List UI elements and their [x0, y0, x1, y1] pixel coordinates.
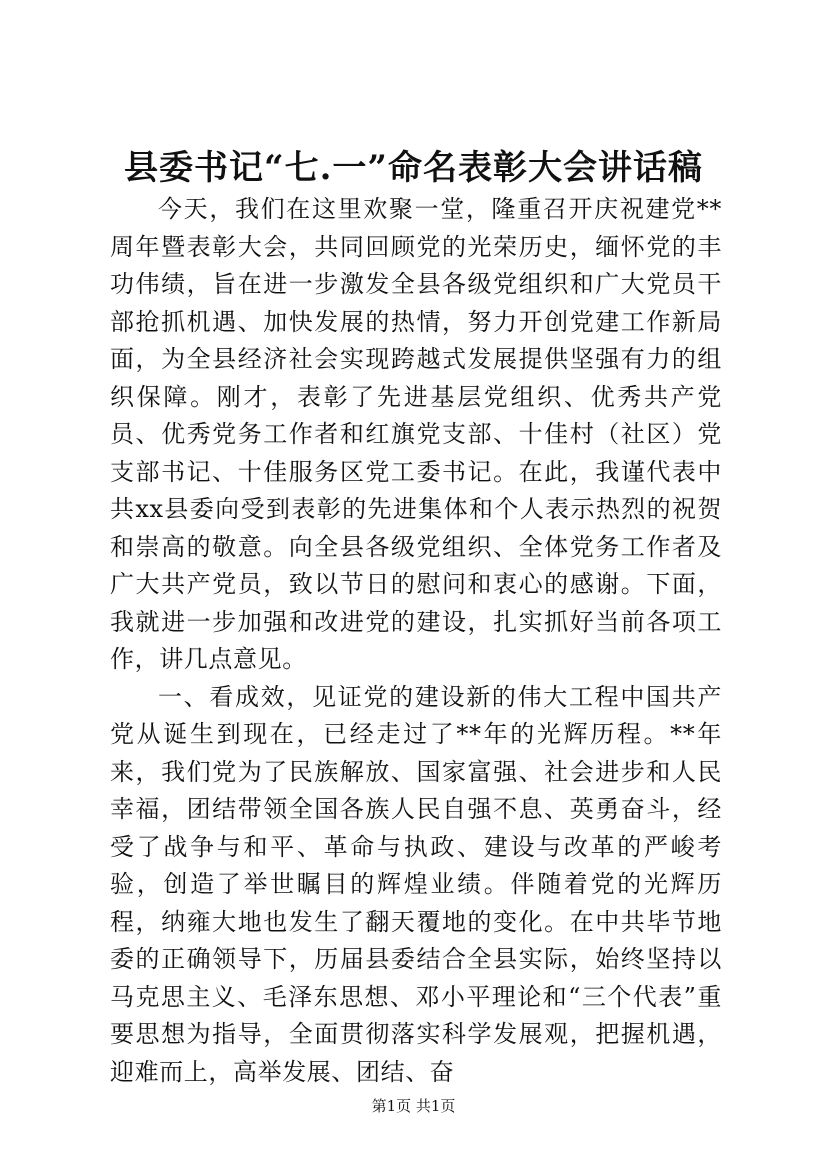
- document-body: [110, 191, 722, 1091]
- page-footer: 第1页 共1页: [371, 1097, 456, 1115]
- document-title: 县委书记“七.一”命名表彰大会讲话稿: [124, 148, 703, 188]
- paragraph-section-one: 一、看成效，见证党的建设新的伟大工程中国共产党从诞生到现在，已经走过了**年的光辉历程。**年来，我们党为了民族解放、国家富强、社会进步和人民幸福，团结带领全国各族人民自强不息、英勇奋斗，经受了战争与和平、革命与执政、建设与改革的严峻考验，创造了举世瞩目的辉煌业绩。伴随着党的光辉历程，纳雍大地也发生了翻天覆地的变化。在中共毕节地委的正确领导下，历届县委结合全县实际，始终坚持以马克思主义、毛泽东思想、邓小平理论和“三个代表”重要思想为指导，全面贯彻落实科学发展观，把握机遇，迎难而上，高举发展、团结、奋: [110, 682, 722, 1086]
- paragraph-intro: 今天，我们在这里欢聚一堂，隆重召开庆祝建党**周年暨表彰大会，共同回顾党的光荣历史，缅怀党的丰功伟绩，旨在进一步激发全县各级党组织和广大党员干部抢抓机遇、加快发展的热情，努力开创党建工作新局面，为全县经济社会实现跨越式发展提供坚强有力的组织保障。刚才，表彰了先进基层党组织、优秀共产党员、优秀党务工作者和红旗党支部、十佳村（社区）党支部书记、十佳服务区党工委书记。在此，我谨代表中共xx县委向受到表彰的先进集体和个人表示热烈的祝贺和崇高的敬意。向全县各级党组织、全体党务工作者及广大共产党员，致以节日的慰问和衷心的感谢。下面，我就进一步加强和改进党的建设，扎实抓好当前各项工作，讲几点意见。: [110, 195, 722, 673]
